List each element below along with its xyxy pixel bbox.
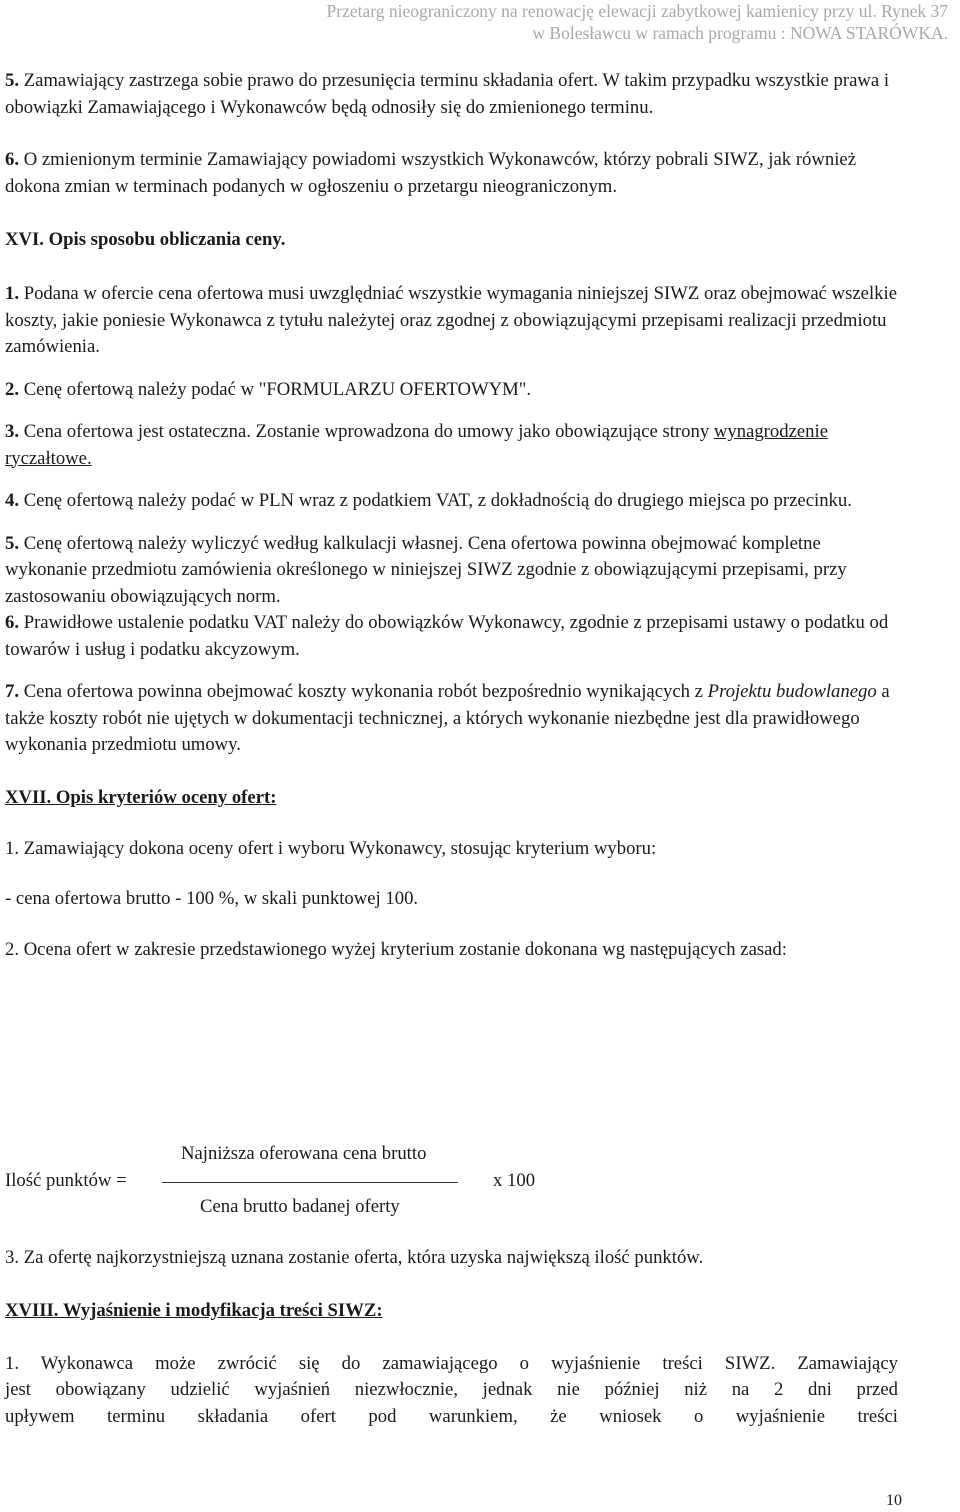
paragraph-text: Cena ofertowa powinna obejmować koszty wykonania robót bezpośrednio wynikających z [19, 681, 708, 702]
page-number: 10 [886, 1492, 902, 1509]
paragraph-text: O zmienionym terminie Zamawiający powiadomi wszystkich Wykonawców, którzy pobrali SIWZ, jak również dokona zmian w terminach podanych w ogłoszeniu o przetargu nieograniczonym. [5, 149, 857, 197]
s18-line-3: upływem terminu składania ofert pod warunkiem, że wniosek o wyjaśnienie treści [5, 1405, 898, 1427]
s17-paragraph-3: 3. Za ofertę najkorzystniejszą uznana zostanie oferta, która uzyska największą ilość punktów. [5, 1247, 704, 1268]
s16-paragraph-1 [5, 281, 898, 361]
paragraph-number: 3. [5, 421, 20, 442]
s16-paragraph-5 [5, 531, 898, 611]
s16-paragraph-3 [5, 419, 898, 472]
paragraph-number: 5. [5, 70, 20, 91]
header-line-2: w Bolesławcu w ramach programu : NOWA STARÓWKA. [532, 23, 948, 43]
s17-paragraph-1: 1. Zamawiający dokona oceny ofert i wyboru Wykonawcy, stosując kryterium wyboru: [5, 837, 657, 859]
paragraph-text: Cenę ofertową należy podać w "FORMULARZU OFERTOWYM". [19, 378, 532, 400]
fraction-bar [162, 1182, 458, 1183]
document-body [5, 68, 898, 963]
formula-label: Ilość punktów = [5, 1170, 127, 1191]
s18-line-1: 1. Wykonawca może zwrócić się do zamawiającego o wyjaśnienie treści SIWZ. Zamawiający [5, 1352, 898, 1374]
paragraph-6 [5, 147, 898, 200]
formula-numerator: Najniższa oferowana cena brutto [181, 1143, 427, 1164]
running-header [228, 0, 948, 44]
paragraph-text: Zamawiający zastrzega sobie prawo do przesunięcia terminu składania ofert. W takim przypadku wszystkie prawa i obowiązki Zamawiającego i Wykonawców będą odnosiły się do zmienionego terminu. [5, 70, 890, 118]
formula-multiplier: x 100 [493, 1170, 536, 1191]
s17-criterion: - cena ofertowa brutto - 100 %, w skali punktowej 100. [5, 888, 419, 909]
s18-line-2: jest obowiązany udzielić wyjaśnień niezwłocznie, jednak nie później niż na 2 dni przed [5, 1379, 898, 1400]
paragraph-text: Prawidłowe ustalenie podatku VAT należy do obowiązków Wykonawcy, zgodnie z przepisami ustawy o podatku od towarów i usług i podatku akcyzowym. [5, 612, 889, 660]
s17-paragraph-2: 2. Ocena ofert w zakresie przedstawionego wyżej kryterium zostanie dokonana wg następujących zasad: [5, 938, 787, 960]
paragraph-number: 5. [5, 532, 20, 554]
paragraph-5 [5, 68, 898, 121]
paragraph-text: Podana w ofercie cena ofertowa musi uwzględniać wszystkie wymagania niniejszej SIWZ oraz obejmować wszelkie koszty, jakie poniesie Wykonawca z tytułu należytej oraz zgodnej z obowiązującymi przepisami realizacji przedmiotu zamówienia. [5, 283, 897, 357]
paragraph-number: 7. [5, 681, 20, 702]
s16-paragraph-2 [5, 377, 898, 404]
paragraph-text: Cenę ofertową należy wyliczyć według kalkulacji własnej. Cena ofertowa powinna obejmować kompletne wykonanie przedmiotu zamówienia określonego w niniejszej SIWZ zgodnie z obowiązującymi przepisami, przy zastosowaniu obowiązujących norm. [5, 532, 847, 607]
document-body-lower [5, 1245, 898, 1430]
paragraph-number: 4. [5, 490, 20, 511]
underlined-text: wynagrodzenie ryczałtowe. [5, 421, 829, 469]
s16-paragraph-4 [5, 488, 898, 515]
paragraph-text: Cenę ofertową należy podać w PLN wraz z podatkiem VAT, z dokładnością do drugiego miejsca po przecinku. [19, 490, 852, 511]
header-line-1: Przetarg nieograniczony na renowację elewacji zabytkowej kamienicy przy ul. Rynek 37 [326, 1, 948, 21]
s16-paragraph-7 [5, 679, 898, 759]
paragraph-text: Cena ofertowa jest ostateczna. Zostanie wprowadzona do umowy jako obowiązujące strony [19, 421, 714, 442]
formula-denominator: Cena brutto badanej oferty [200, 1196, 400, 1217]
paragraph-number: 6. [5, 612, 20, 633]
paragraph-number: 1. [5, 283, 20, 304]
paragraph-text-continued: a także koszty robót nie ujętych w dokumentacji technicznej, a których wykonanie niezbędne jest dla prawidłowego wykonania przedmiotu umowy. [5, 681, 890, 755]
scoring-formula [5, 1140, 605, 1230]
section-heading-xviii: XVIII. Wyjaśnienie i modyfikacja treści SIWZ: [5, 1299, 383, 1321]
paragraph-number: 2. [5, 378, 20, 400]
s16-paragraph-6 [5, 610, 898, 663]
section-heading-xvi: XVI. Opis sposobu obliczania ceny. [5, 229, 286, 250]
italic-text: Projektu budowlanego [707, 681, 877, 702]
section-heading-xvii: XVII. Opis kryteriów oceny ofert: [5, 786, 277, 808]
paragraph-number: 6. [5, 149, 20, 170]
